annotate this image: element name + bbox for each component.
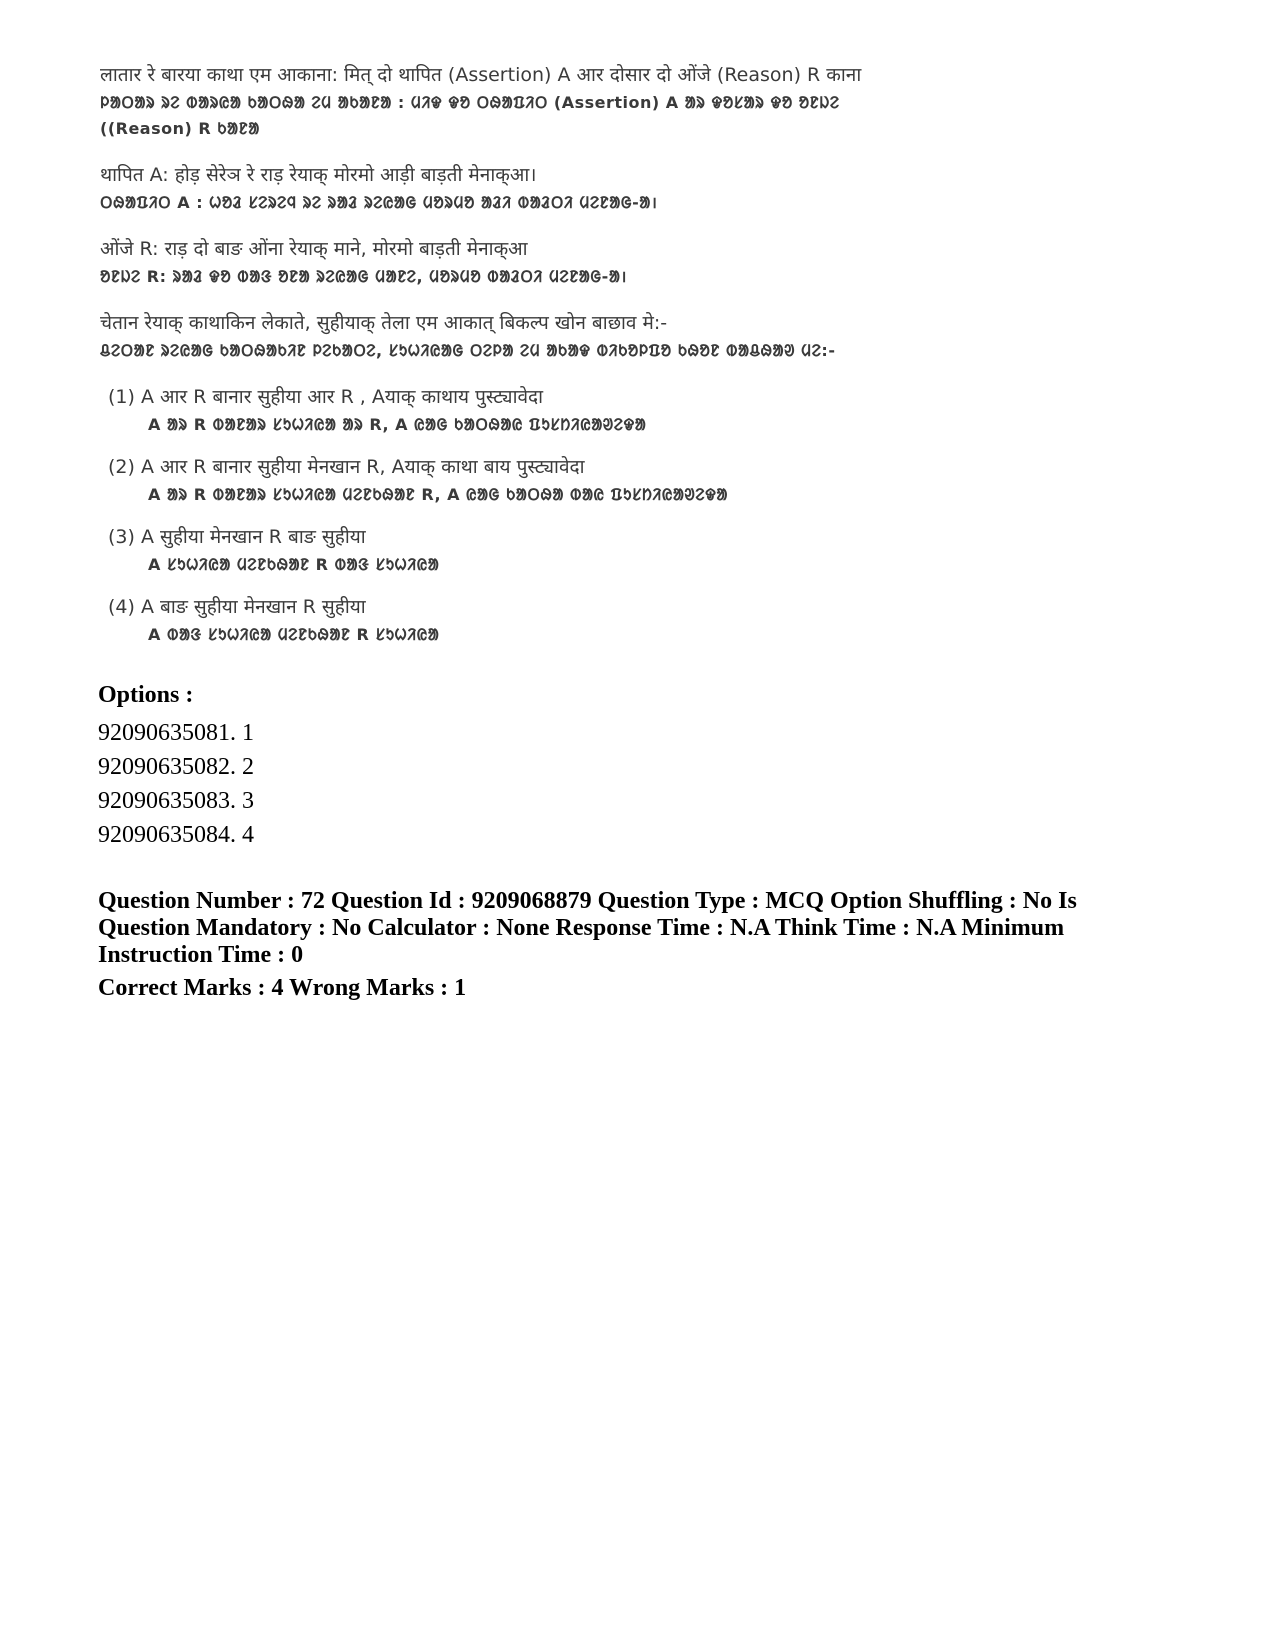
choice-2-olchiki: A ᱟᱨ R ᱵᱟᱱᱟᱨ ᱥᱩᱦᱤᱭᱟ ᱢᱮᱱᱠᱷᱟᱱ R, A ᱭᱟᱜ ᱠᱟᱛᱷᱟ ᱵᱟᱭ ᱯᱩᱥᱴᱤᱭᱟᱣᱮᱫᱟ — [148, 485, 729, 504]
choice-2 — [108, 452, 960, 508]
choice-4 — [108, 592, 960, 648]
choice-3-devanagari: (3) A सुहीया मेनखान R बाङ सुहीया — [108, 526, 366, 548]
option-4: 92090635084. 4 — [98, 822, 254, 848]
choice-1-devanagari: (1) A आर R बानार सुहीया आर R , Aयाक् काथाय पुस्ट्यावेदा — [108, 386, 544, 408]
option-2: 92090635082. 2 — [98, 754, 254, 780]
choice-4-devanagari: (4) A बाङ सुहीया मेनखान R सुहीया — [108, 596, 366, 618]
choice-2-devanagari: (2) A आर R बानार सुहीया मेनखान R, Aयाक् काथा बाय पुस्ट्यावेदा — [108, 456, 585, 478]
prompt-devanagari: चेतान रेयाक् काथाकिन लेकाते, सुहीयाक् तेला एम आकात् बिकल्प खोन बाछाव मे:- — [100, 312, 668, 334]
reason-devanagari: ओंजे R: राड़ दो बाङ ओंना रेयाक् माने, मोरमो बाड़ती मेनाक्आ — [100, 238, 528, 260]
prompt-olchiki: ᱪᱮᱛᱟᱱ ᱨᱮᱭᱟᱜ ᱠᱟᱛᱷᱟᱠᱤᱱ ᱞᱮᱠᱟᱛᱮ, ᱥᱩᱦᱤᱭᱟᱜ ᱛᱮᱞᱟ ᱮᱢ ᱟᱠᱟᱫ ᱵᱤᱠᱚᱞᱯᱚ ᱠᱷᱚᱱ ᱵᱟᱪᱷᱟᱣ ᱢᱮ:- — [100, 341, 836, 360]
choice-1 — [108, 382, 960, 438]
marks-info: Correct Marks : 4 Wrong Marks : 1 — [98, 975, 467, 1001]
option-1: 92090635081. 1 — [98, 720, 254, 746]
question-image — [100, 60, 960, 662]
instruction-devanagari: लातार रे बारया काथा एम आकाना: मित् दो थापित (Assertion) A आर दोसार दो ओंजे (Reason) R काना — [100, 64, 862, 86]
assertion-block — [100, 160, 960, 216]
choice-3 — [108, 522, 960, 578]
options-section — [98, 680, 254, 852]
question-meta-section — [98, 888, 1128, 1003]
choice-3-olchiki: A ᱥᱩᱦᱤᱭᱟ ᱢᱮᱱᱠᱷᱟᱱ R ᱵᱟᱝ ᱥᱩᱦᱤᱭᱟ — [148, 555, 440, 574]
option-3: 92090635083. 3 — [98, 788, 254, 814]
choice-4-olchiki: A ᱵᱟᱝ ᱥᱩᱦᱤᱭᱟ ᱢᱮᱱᱠᱷᱟᱱ R ᱥᱩᱦᱤᱭᱟ — [148, 625, 440, 644]
reason-block — [100, 234, 960, 290]
choice-1-olchiki: A ᱟᱨ R ᱵᱟᱱᱟᱨ ᱥᱩᱦᱤᱭᱟ ᱟᱨ R, A ᱭᱟᱜ ᱠᱟᱛᱷᱟᱭ ᱯᱩᱥᱴᱤᱭᱟᱣᱮᱫᱟ — [148, 415, 647, 434]
instruction-olchiki: ᱞᱟᱛᱟᱨ ᱨᱮ ᱵᱟᱨᱭᱟ ᱠᱟᱛᱷᱟ ᱮᱢ ᱟᱠᱟᱱᱟ : ᱢᱤᱫ ᱫᱚ ᱛᱷᱟᱯᱤᱛ (Assertion) A ᱟᱨ ᱫᱚᱥᱟᱨ ᱫᱚ ᱚᱱᱡᱮ ((Reason) R ᱠᱟᱱᱟ — [100, 93, 840, 138]
prompt-block — [100, 308, 960, 364]
assertion-devanagari: थापित A: होड़ सेरेञ रे राड़ रेयाक् मोरमो आड़ी बाड़ती मेनाक्आ। — [100, 164, 537, 186]
reason-olchiki: ᱚᱱᱡᱮ R: ᱨᱟᱲ ᱫᱚ ᱵᱟᱝ ᱚᱱᱟ ᱨᱮᱭᱟᱜ ᱢᱟᱱᱮ, ᱢᱚᱨᱢᱚ ᱵᱟᱲᱛᱤ ᱢᱮᱱᱟᱜ-ᱟ। — [100, 267, 627, 286]
question-meta: Question Number : 72 Question Id : 9209068879 Question Type : MCQ Option Shuffling : No Is Question Mandatory : No Calculator : None Response Time : N.A Think Time : N.A Minimum Instruction Time : 0 — [98, 888, 1077, 968]
assertion-olchiki: ᱛᱷᱟᱯᱤᱛ A : ᱦᱚᱲ ᱥᱮᱨᱮᱧ ᱨᱮ ᱨᱟᱲ ᱨᱮᱭᱟᱜ ᱢᱚᱨᱢᱚ ᱟᱲᱤ ᱵᱟᱲᱛᱤ ᱢᱮᱱᱟᱜ-ᱟ। — [100, 193, 658, 212]
options-title: Options : — [98, 682, 194, 708]
instruction-block — [100, 60, 960, 142]
